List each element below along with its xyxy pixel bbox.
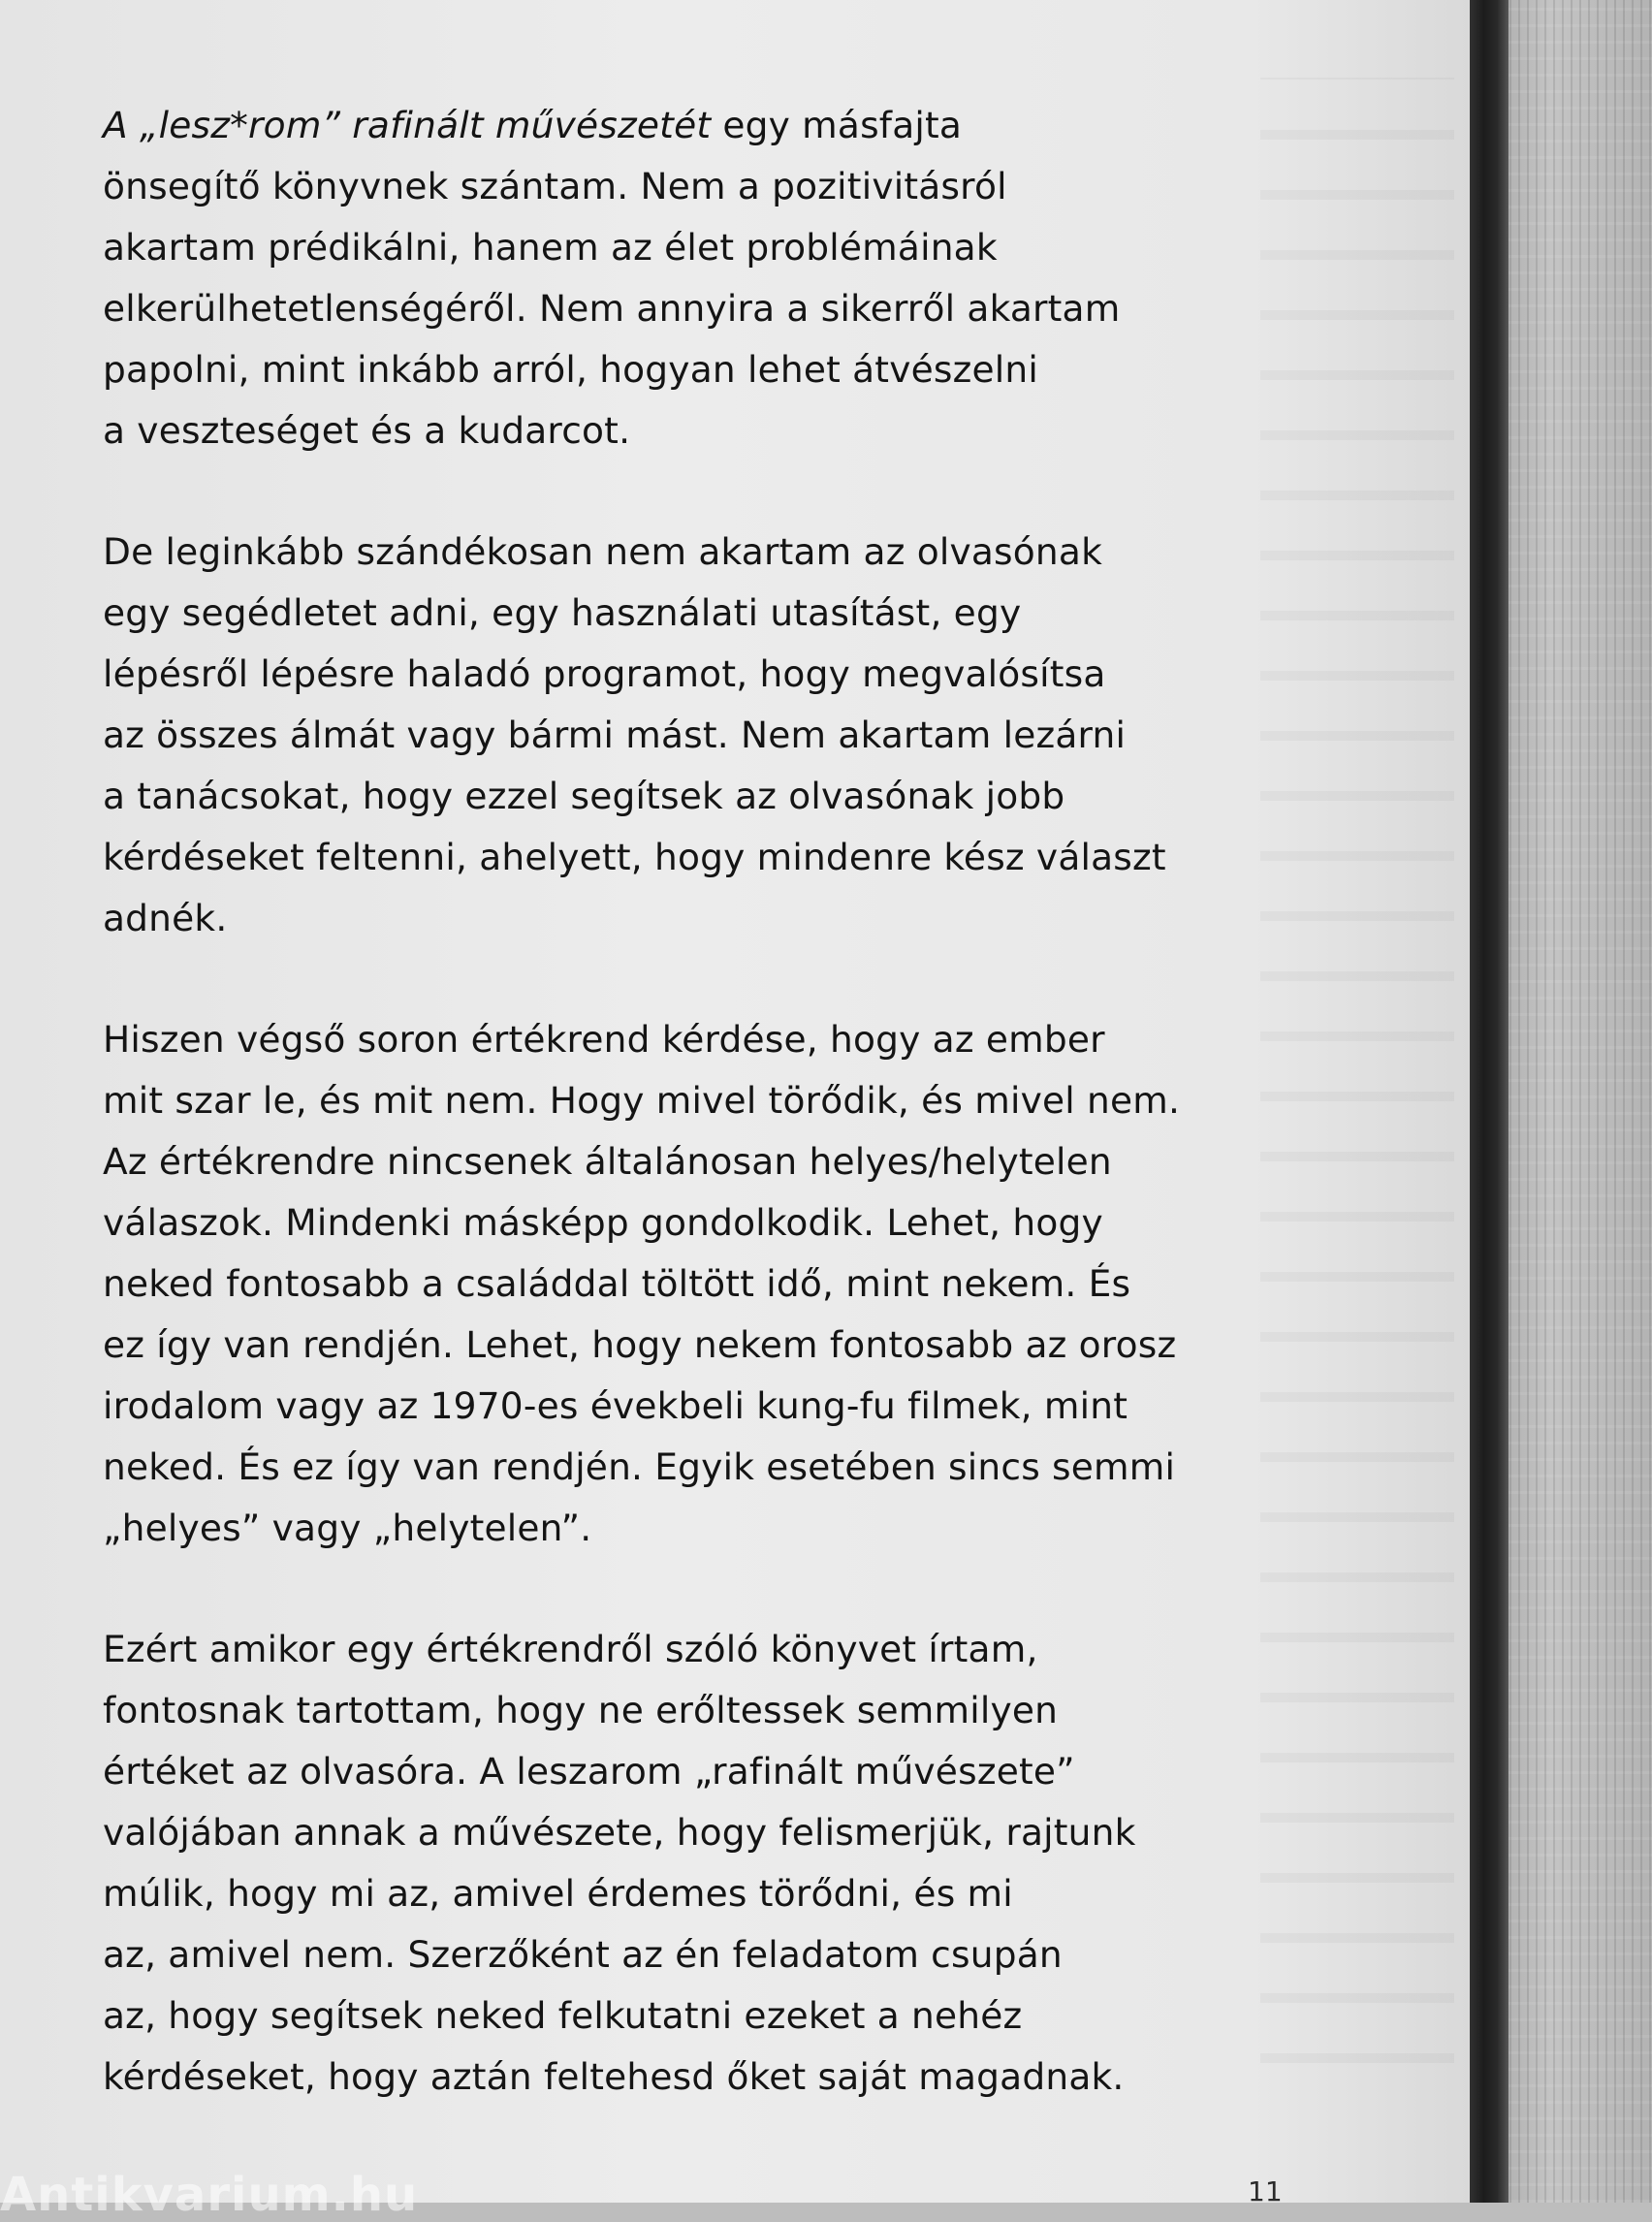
text-line: önsegítő könyvnek szántam. Nem a pozitivitásról [103, 165, 1007, 207]
text-line: neked. És ez így van rendjén. Egyik esetében sincs semmi [103, 1445, 1176, 1488]
text-line: De leginkább szándékosan nem akartam az olvasónak [103, 530, 1102, 573]
text-line: a veszteséget és a kudarcot. [103, 409, 631, 452]
text-segment: egy másfajta [711, 104, 963, 146]
paragraph-1 [103, 95, 1315, 461]
text-line: ez így van rendjén. Lehet, hogy nekem fontosabb az orosz [103, 1323, 1177, 1366]
text-line: adnék. [103, 897, 228, 939]
text-line: válaszok. Mindenki másképp gondolkodik. Lehet, hogy [103, 1201, 1103, 1244]
text-line: mit szar le, és mit nem. Hogy mivel törődik, és mivel nem. [103, 1079, 1181, 1122]
text-line: akartam prédikálni, hanem az élet problémáinak [103, 226, 998, 269]
watermark: Antikvarium.hu [0, 2168, 419, 2222]
text-line: elkerülhetetlenségéről. Nem annyira a sikerről akartam [103, 287, 1121, 330]
text-line: fontosnak tartottam, hogy ne erőltessek semmilyen [103, 1689, 1059, 1731]
text-line: „helyes” vagy „helytelen”. [103, 1507, 592, 1549]
text-line: papolni, mint inkább arról, hogyan lehet átvészelni [103, 348, 1038, 391]
background-texture [1483, 0, 1652, 2203]
text-line [103, 95, 1315, 156]
text-line: egy segédletet adni, egy használati utasítást, egy [103, 591, 1022, 634]
text-line: a tanácsokat, hogy ezzel segítsek az olvasónak jobb [103, 775, 1065, 817]
text-line: az, hogy segítsek neked felkutatni ezeket a nehéz [103, 1994, 1023, 2037]
text-line: Az értékrendre nincsenek általánosan helyes/helytelen [103, 1140, 1112, 1183]
text-line: Hiszen végső soron értékrend kérdése, hogy az ember [103, 1018, 1105, 1061]
book-cover-edge [1464, 0, 1509, 2203]
text-line: az összes álmát vagy bármi mást. Nem akartam lezárni [103, 714, 1127, 756]
paragraph-4 [103, 1619, 1315, 2108]
text-line: irodalom vagy az 1970-es évekbeli kung-fu filmek, mint [103, 1384, 1128, 1427]
paragraph-3 [103, 1009, 1315, 1559]
text-line: értéket az olvasóra. A leszarom „rafinált művészete” [103, 1750, 1075, 1793]
text-line: kérdéseket feltenni, ahelyett, hogy mindenre kész választ [103, 836, 1166, 878]
book-title-italic: A „lesz*rom” rafinált művészetét [103, 104, 712, 146]
page-number: 11 [1248, 2175, 1283, 2207]
text-line: Ezért amikor egy értékrendről szóló könyvet írtam, [103, 1628, 1038, 1670]
text-line: kérdéseket, hogy aztán feltehesd őket saját magadnak. [103, 2055, 1125, 2098]
paragraph-2 [103, 522, 1315, 949]
text-line: neked fontosabb a családdal töltött idő, mint nekem. És [103, 1262, 1131, 1305]
text-line: valójában annak a művészete, hogy felismerjük, rajtunk [103, 1811, 1136, 1854]
text-line: az, amivel nem. Szerzőként az én feladatom csupán [103, 1933, 1063, 1976]
text-line: múlik, hogy mi az, amivel érdemes törődni, és mi [103, 1872, 1013, 1915]
text-line: lépésről lépésre haladó programot, hogy megvalósítsa [103, 652, 1106, 695]
body-text [103, 95, 1315, 2168]
